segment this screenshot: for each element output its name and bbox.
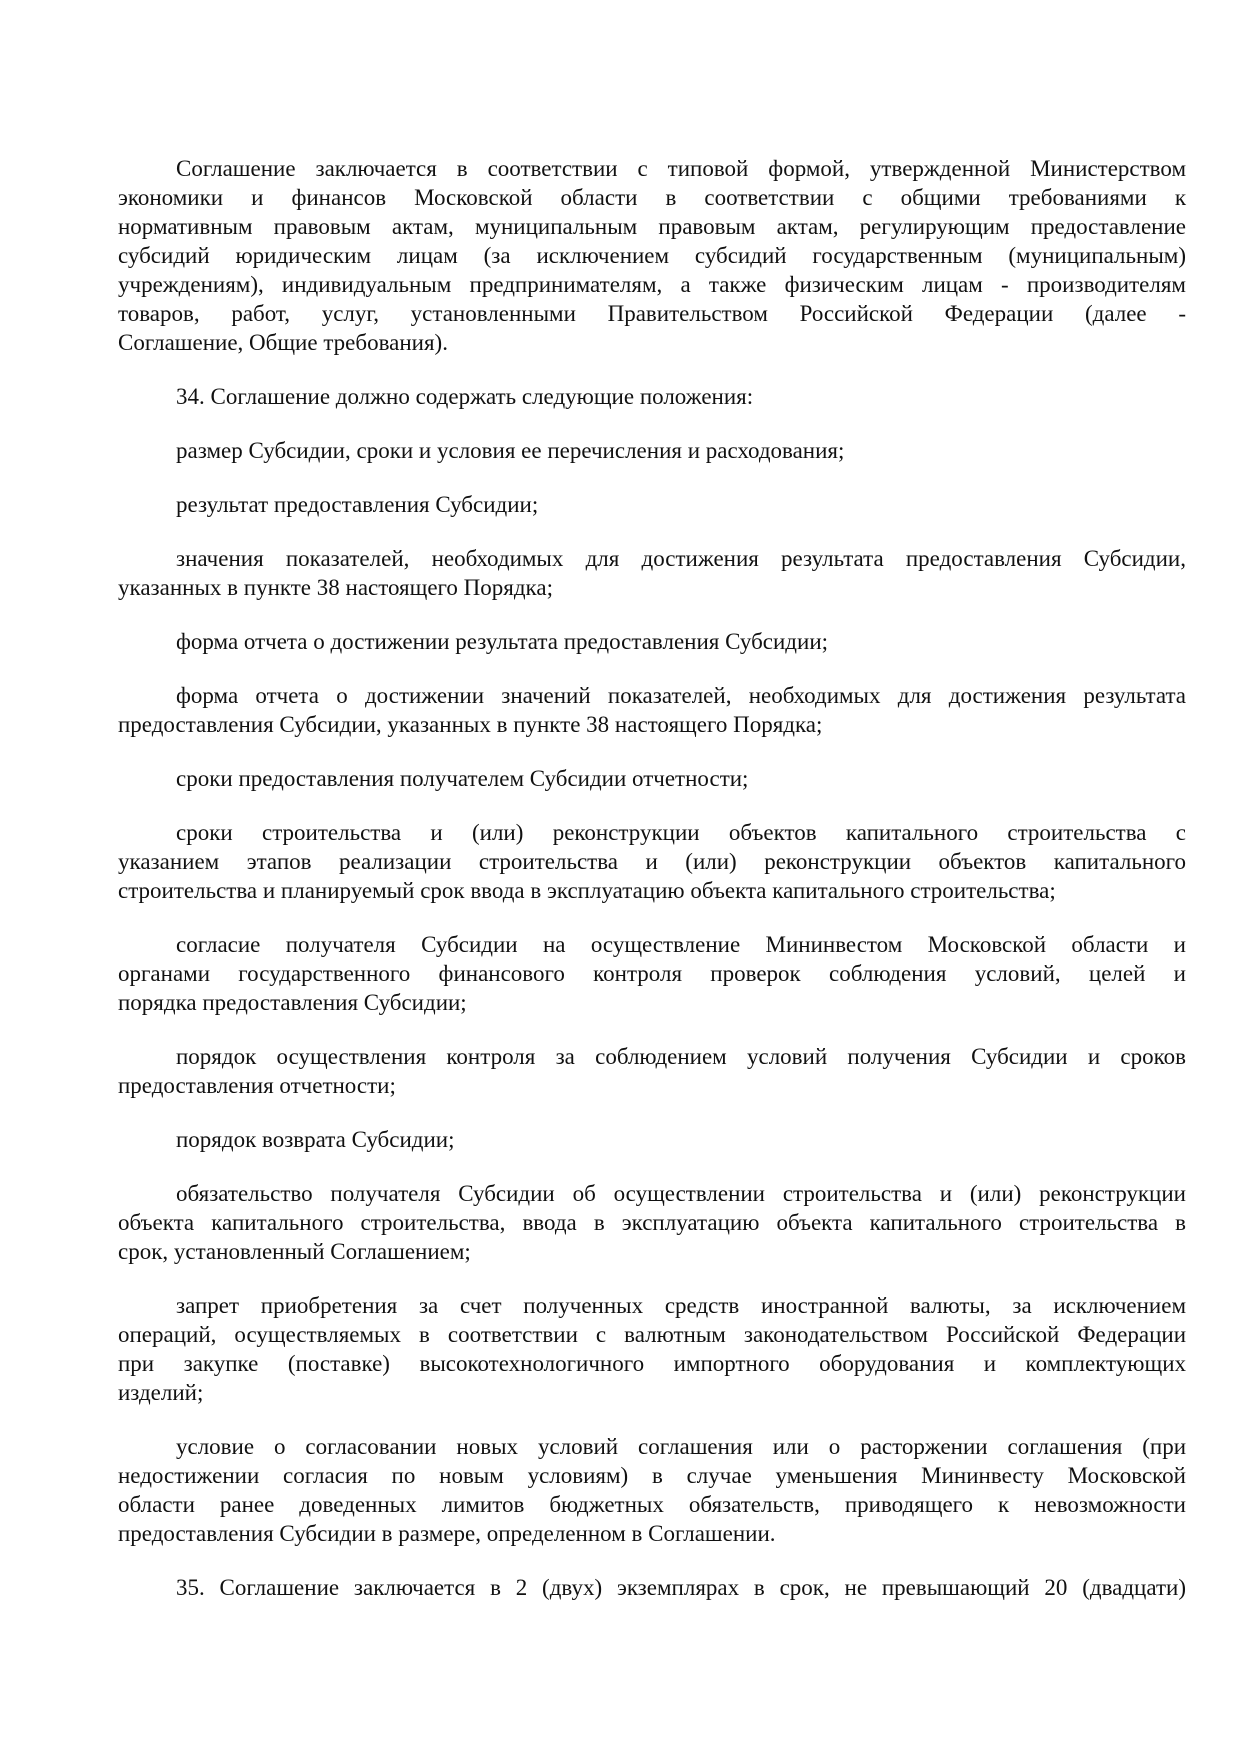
paragraph: [118, 490, 1186, 519]
paragraph: [118, 1432, 1186, 1548]
paragraph: [118, 681, 1186, 739]
document-page: [118, 154, 1186, 1627]
text-line: объекта капитального строительства, ввода в эксплуатацию объекта капитального строительства в: [118, 1210, 1186, 1235]
text-line: экономики и финансов Московской области в соответствии с общими требованиями к: [118, 185, 1186, 210]
text-line: области ранее доведенных лимитов бюджетных обязательств, приводящего к невозможности: [118, 1492, 1186, 1517]
text-line: недостижении согласия по новым условиям) в случае уменьшения Мининвесту Московской: [118, 1463, 1186, 1488]
text-line: изделий;: [118, 1380, 204, 1405]
text-line: значения показателей, необходимых для достижения результата предоставления Субсидии,: [176, 546, 1186, 571]
text-line: нормативным правовым актам, муниципальным правовым актам, регулирующим предоставление: [118, 214, 1186, 239]
paragraph: [118, 1179, 1186, 1266]
text-line: операций, осуществляемых в соответствии с валютным законодательством Российской Федерации: [118, 1322, 1186, 1347]
text-line: указанием этапов реализации строительства и (или) реконструкции объектов капитального: [118, 849, 1186, 874]
text-line: субсидий юридическим лицам (за исключением субсидий государственным (муниципальным): [118, 243, 1186, 268]
paragraph: [118, 544, 1186, 602]
text-line: товаров, работ, услуг, установленными Правительством Российской Федерации (далее -: [118, 301, 1186, 326]
text-line: согласие получателя Субсидии на осуществление Мининвестом Московской области и: [176, 932, 1186, 957]
paragraph: [118, 1291, 1186, 1407]
text-line: органами государственного финансового контроля проверок соблюдения условий, целей и: [118, 961, 1186, 986]
text-line: обязательство получателя Субсидии об осуществлении строительства и (или) реконструкции: [176, 1181, 1186, 1206]
text-line: сроки предоставления получателем Субсидии отчетности;: [176, 766, 749, 791]
text-line: размер Субсидии, сроки и условия ее перечисления и расходования;: [176, 438, 845, 463]
paragraph: [118, 382, 1186, 411]
paragraph: [118, 1042, 1186, 1100]
text-line: 35. Соглашение заключается в 2 (двух) экземплярах в срок, не превышающий 20 (двадцати): [176, 1575, 1186, 1600]
text-line: Соглашение, Общие требования).: [118, 330, 448, 355]
text-line: запрет приобретения за счет полученных средств иностранной валюты, за исключением: [176, 1293, 1186, 1318]
paragraph: [118, 154, 1186, 357]
text-line: порядок осуществления контроля за соблюдением условий получения Субсидии и сроков: [176, 1044, 1186, 1069]
paragraph: [118, 930, 1186, 1017]
text-line: порядка предоставления Субсидии;: [118, 990, 467, 1015]
text-line: Соглашение заключается в соответствии с типовой формой, утвержденной Министерством: [176, 156, 1186, 181]
text-line: учреждениям), индивидуальным предпринимателям, а также физическим лицам - производителям: [118, 272, 1186, 297]
paragraph: [118, 436, 1186, 465]
text-line: строительства и планируемый срок ввода в эксплуатацию объекта капитального строительства;: [118, 878, 1056, 903]
text-line: 34. Соглашение должно содержать следующие положения:: [176, 384, 754, 409]
text-line: при закупке (поставке) высокотехнологичного импортного оборудования и комплектующих: [118, 1351, 1186, 1376]
paragraph: [118, 818, 1186, 905]
paragraph: [118, 764, 1186, 793]
text-line: предоставления Субсидии в размере, определенном в Соглашении.: [118, 1521, 776, 1546]
text-line: условие о согласовании новых условий соглашения или о расторжении соглашения (при: [176, 1434, 1186, 1459]
paragraph: [118, 1125, 1186, 1154]
text-line: порядок возврата Субсидии;: [176, 1127, 455, 1152]
text-line: форма отчета о достижении результата предоставления Субсидии;: [176, 629, 829, 654]
text-line: указанных в пункте 38 настоящего Порядка;: [118, 575, 553, 600]
text-line: предоставления отчетности;: [118, 1073, 396, 1098]
text-line: форма отчета о достижении значений показателей, необходимых для достижения результата: [176, 683, 1186, 708]
text-line: срок, установленный Соглашением;: [118, 1239, 471, 1264]
paragraph: [118, 1573, 1186, 1602]
text-line: результат предоставления Субсидии;: [176, 492, 539, 517]
text-line: сроки строительства и (или) реконструкции объектов капитального строительства с: [176, 820, 1186, 845]
text-line: предоставления Субсидии, указанных в пункте 38 настоящего Порядка;: [118, 712, 823, 737]
paragraph: [118, 627, 1186, 656]
